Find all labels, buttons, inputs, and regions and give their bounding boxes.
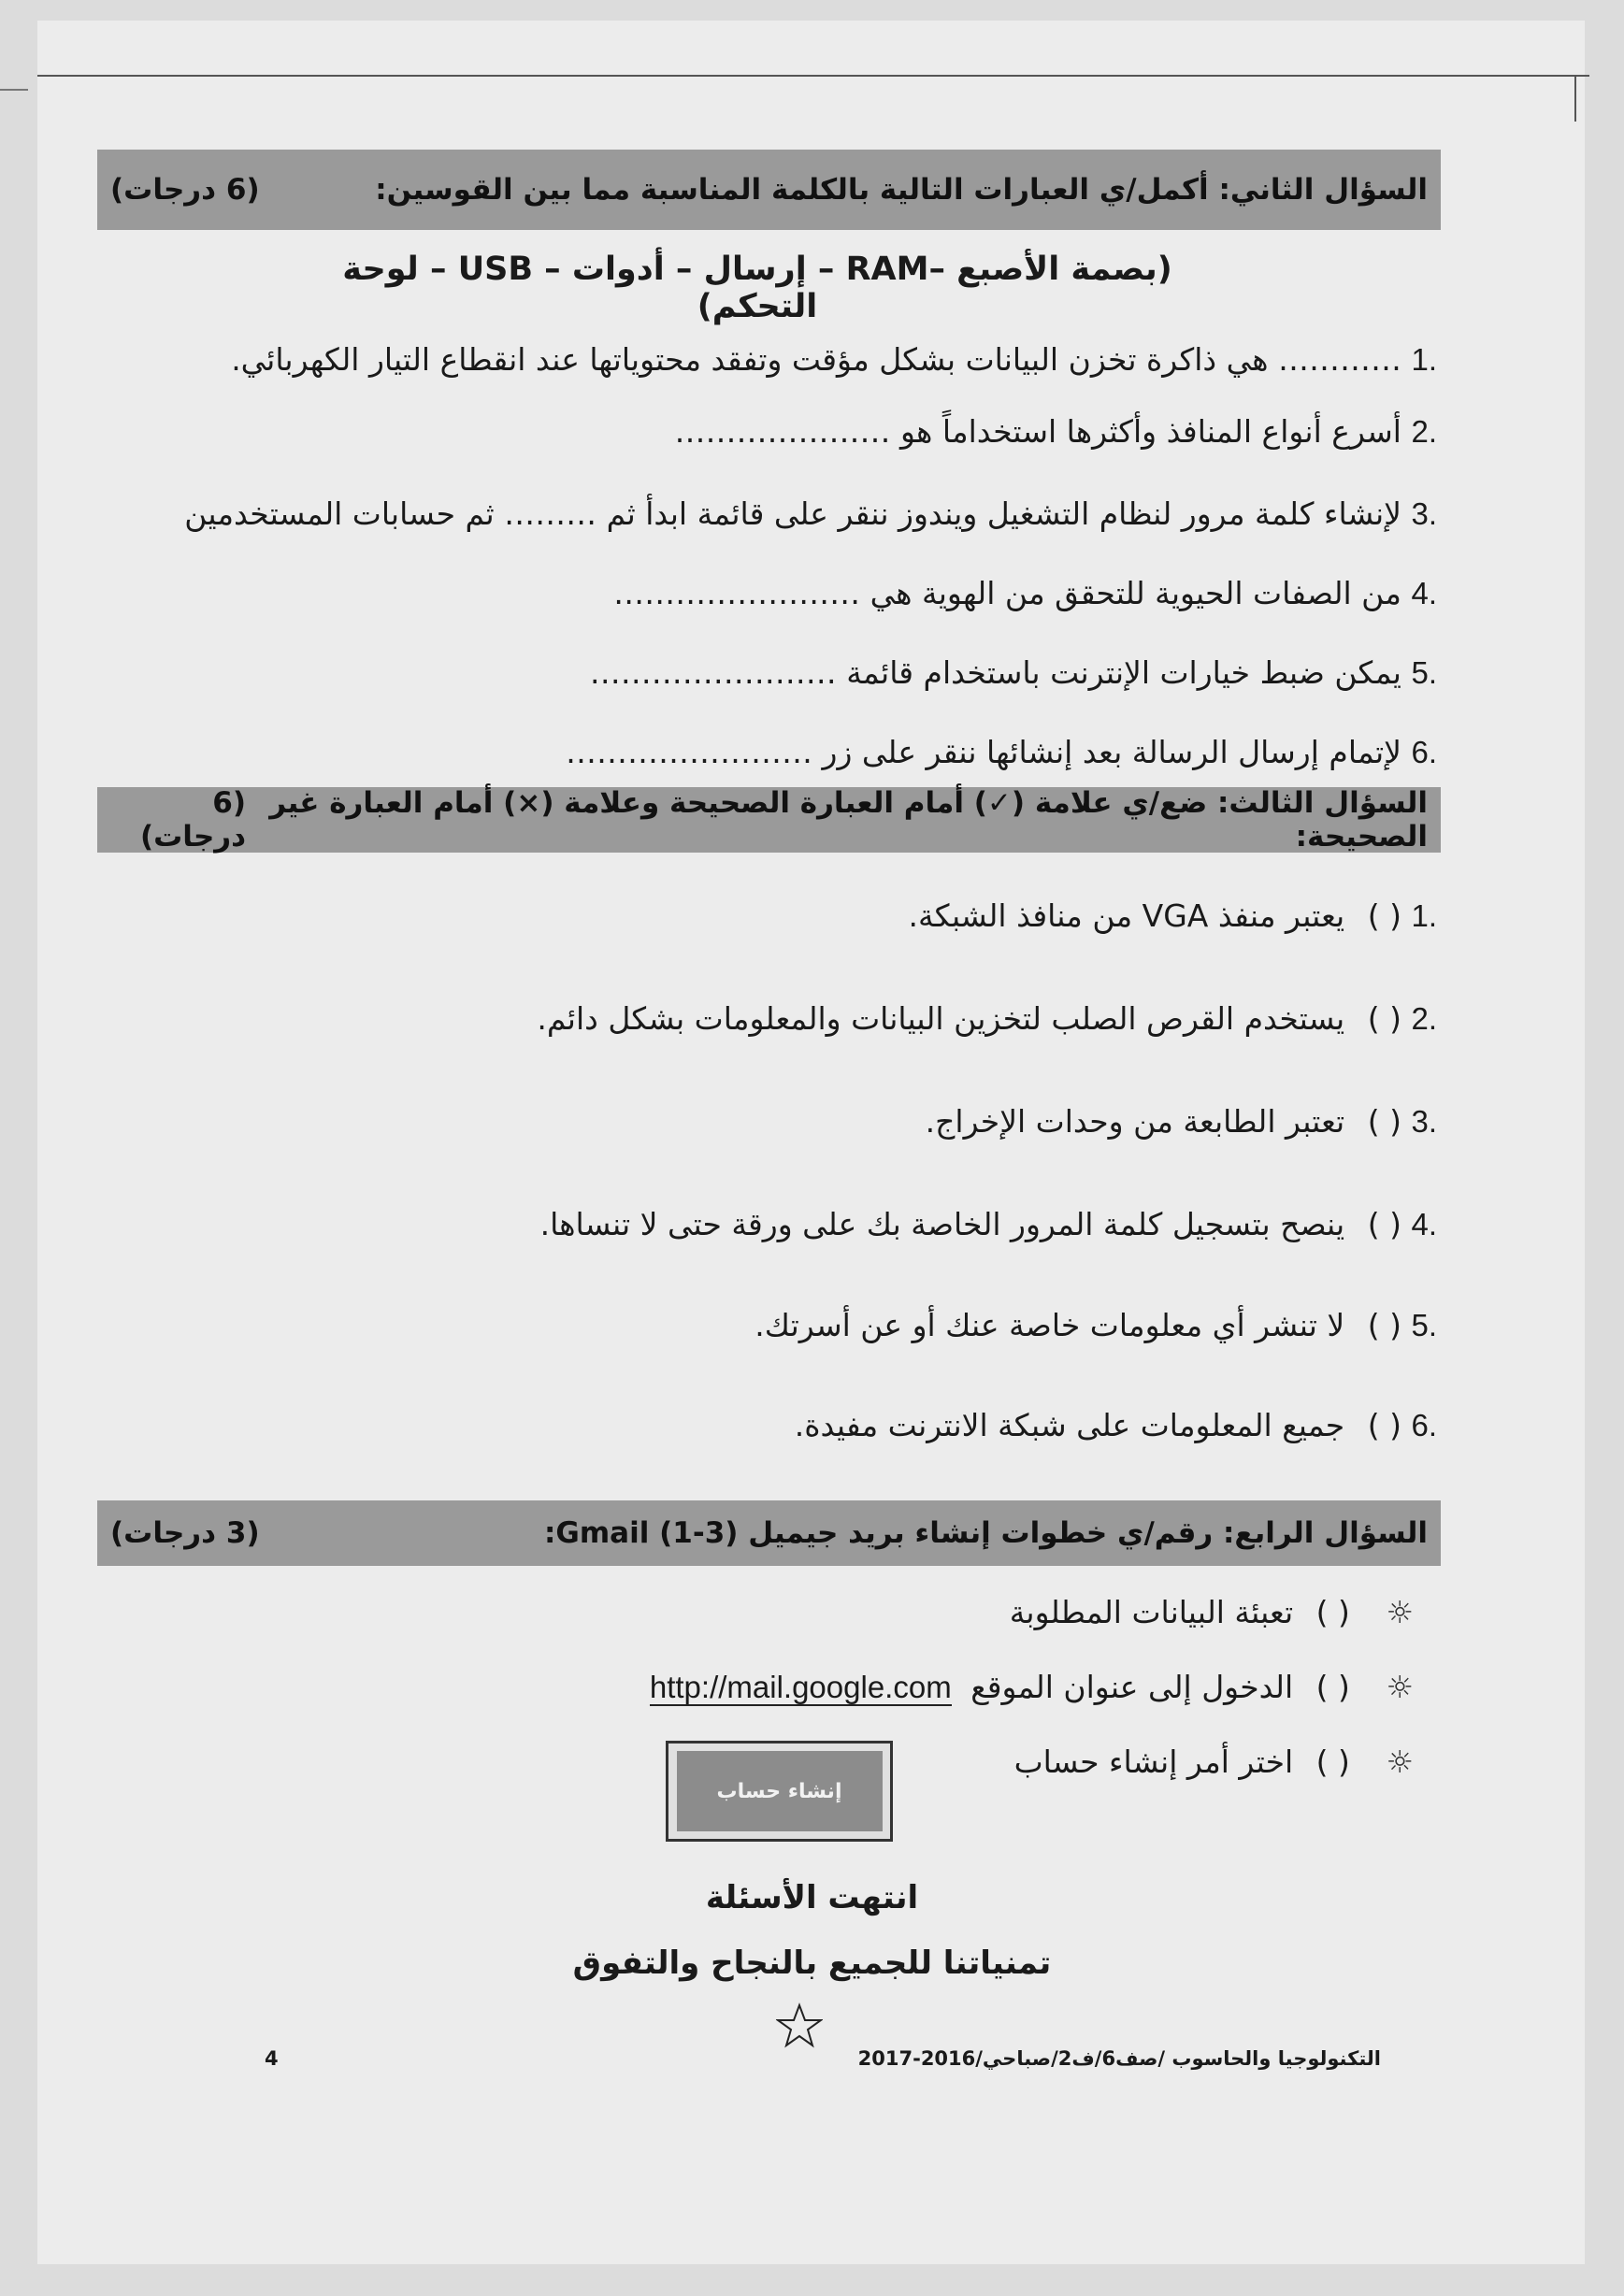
top-rule: [37, 75, 1589, 77]
q4-points: (3 درجات): [110, 1516, 260, 1550]
item-number: .3: [1411, 496, 1437, 531]
q2-choices: (بصمة الأصبع –RAM – إرسال – أدوات – USB – لوحة التحكم): [342, 251, 1172, 325]
q3-item-5: [755, 1307, 1437, 1344]
q3-item-3: [926, 1103, 1437, 1141]
q2-item-1: [231, 341, 1437, 379]
q4-title: السؤال الرابع: رقم/ي خطوات إنشاء بريد جيميل Gmail (1-3):: [544, 1516, 1428, 1550]
answer-blank[interactable]: ( ): [1367, 1206, 1401, 1242]
q2-title: السؤال الثاني: أكمل/ي العبارات التالية بالكلمة المناسبة مما بين القوسين:: [375, 173, 1428, 207]
item-number: .2: [1411, 414, 1437, 449]
page-number: 4: [265, 2047, 279, 2070]
answer-blank[interactable]: ( ): [1367, 1103, 1401, 1140]
item-text: لا تنشر أي معلومات خاصة عنك أو عن أسرتك.: [755, 1307, 1345, 1343]
item-number: .6: [1411, 1408, 1437, 1442]
star-icon: [776, 2002, 823, 2049]
gmail-url-link[interactable]: http://mail.google.com: [649, 1670, 952, 1704]
item-number: .1: [1411, 342, 1437, 377]
q4-step-3: [1014, 1744, 1414, 1780]
item-text: يمكن ضبط خيارات الإنترنت باستخدام قائمة ……………………: [589, 654, 1401, 691]
step-text: تعبئة البيانات المطلوبة: [1009, 1594, 1294, 1630]
closing-line-1: انتهت الأسئلة: [705, 1879, 919, 1916]
q2-item-2: [674, 413, 1437, 451]
q4-step-2: [650, 1669, 1414, 1705]
item-number: .5: [1411, 655, 1437, 690]
item-text: جميع المعلومات على شبكة الانترنت مفيدة.: [794, 1407, 1345, 1443]
q3-item-6: [795, 1407, 1437, 1444]
item-number: .6: [1411, 735, 1437, 769]
q2-header: [97, 150, 1441, 230]
step-text: اختر أمر إنشاء حساب: [1013, 1744, 1294, 1780]
answer-blank[interactable]: ( ): [1367, 1307, 1401, 1343]
create-account-button-image: [666, 1741, 893, 1842]
item-text: يعتبر منفذ VGA من منافذ الشبكة.: [908, 897, 1345, 934]
item-number: .2: [1411, 1001, 1437, 1036]
item-text: لإتمام إرسال الرسالة بعد إنشائها ننقر على زر ……………………: [566, 734, 1401, 770]
item-text: لإنشاء كلمة مرور لنظام التشغيل ويندوز ننقر على قائمة ابدأ ثم ……… ثم حسابات المستخدمين: [184, 495, 1401, 532]
item-text: يستخدم القرص الصلب لتخزين البيانات والمعلومات بشكل دائم.: [537, 1000, 1345, 1037]
q3-item-2: [537, 1000, 1437, 1038]
item-text: من الصفات الحيوية للتحقق من الهوية هي ……………………: [613, 575, 1401, 611]
answer-blank[interactable]: ( ): [1367, 1407, 1401, 1443]
item-number: .5: [1411, 1308, 1437, 1342]
q3-item-4: [540, 1206, 1437, 1243]
answer-blank[interactable]: ( ): [1367, 897, 1401, 934]
q3-item-1: [909, 897, 1437, 935]
q3-title: السؤال الثالث: ضع/ي علامة (✓) أمام العبارة الصحيحة وعلامة (×) أمام العبارة غير الصحيحة:: [269, 786, 1428, 854]
closing-line-2: تمنياتنا للجميع بالنجاح والتفوق: [572, 1944, 1052, 1982]
item-number: .4: [1411, 1207, 1437, 1241]
item-text: أسرع أنواع المنافذ وأكثرها استخداماً هو …………………: [674, 413, 1401, 450]
item-text: ………… هي ذاكرة تخزن البيانات بشكل مؤقت وتفقد محتوياتها عند انقطاع التيار الكهربائي.: [231, 341, 1401, 378]
item-number: .1: [1411, 898, 1437, 933]
create-account-button-label: إنشاء حساب: [677, 1751, 883, 1831]
item-text: ينصح بتسجيل كلمة المرور الخاصة بك على ورقة حتى لا تنساها.: [539, 1206, 1345, 1242]
margin-mark: [0, 89, 28, 91]
q4-step-1: [1010, 1594, 1414, 1630]
sun-icon: ☼: [1386, 1744, 1414, 1780]
answer-blank[interactable]: ( ): [1315, 1744, 1350, 1780]
q2-item-3: [184, 495, 1437, 533]
q2-item-4: [613, 575, 1437, 612]
item-number: .4: [1411, 576, 1437, 610]
q3-header: [97, 787, 1441, 853]
q3-points: (6 درجات): [139, 786, 247, 854]
q2-item-6: [566, 734, 1437, 771]
item-number: .3: [1411, 1104, 1437, 1139]
step-text: الدخول إلى عنوان الموقع: [970, 1669, 1294, 1705]
answer-blank[interactable]: ( ): [1315, 1669, 1350, 1705]
sun-icon: ☼: [1386, 1594, 1414, 1630]
sun-icon: ☼: [1386, 1669, 1414, 1705]
right-rule: [1574, 75, 1576, 122]
q2-item-5: [590, 654, 1437, 692]
item-text: تعتبر الطابعة من وحدات الإخراج.: [925, 1103, 1345, 1140]
q2-points: (6 درجات): [110, 173, 260, 207]
answer-blank[interactable]: ( ): [1367, 1000, 1401, 1037]
q4-header: [97, 1500, 1441, 1566]
course-info: التكنولوجيا والحاسوب /صف6/ف2/صباحي/2016-2017: [857, 2047, 1381, 2070]
answer-blank[interactable]: ( ): [1315, 1594, 1350, 1630]
